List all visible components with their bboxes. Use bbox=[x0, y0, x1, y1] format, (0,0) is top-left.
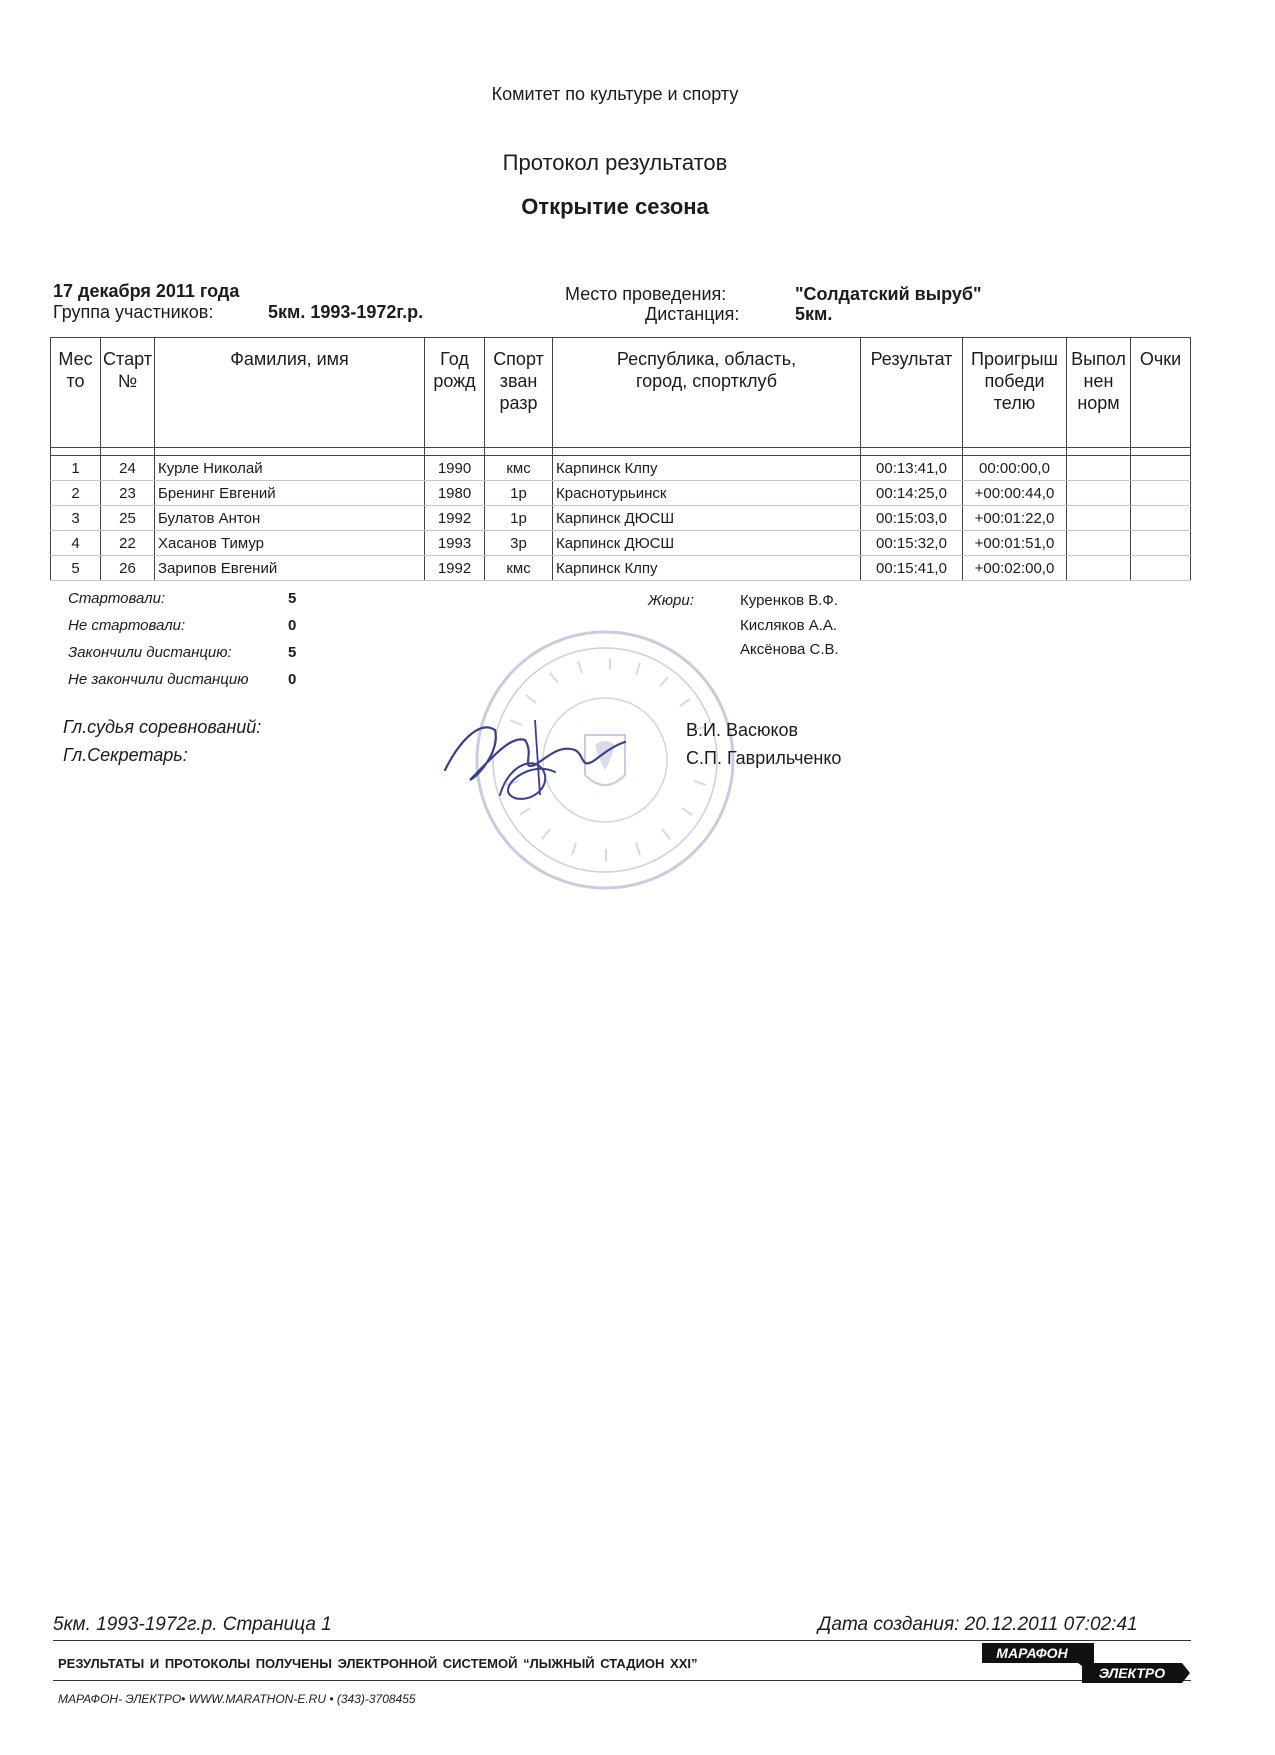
stat-not-finished-value: 0 bbox=[288, 671, 297, 688]
jury-label: Жюри: bbox=[648, 592, 694, 609]
cell-place: 4 bbox=[51, 531, 101, 556]
stat-not-finished-label: Не закончили дистанцию bbox=[68, 671, 249, 688]
cell-gap: +00:00:44,0 bbox=[963, 481, 1067, 506]
jury-member: Аксёнова С.В. bbox=[740, 641, 839, 658]
cell-club: Карпинск Клпу bbox=[553, 456, 861, 481]
cell-place: 3 bbox=[51, 506, 101, 531]
cell-bib: 23 bbox=[101, 481, 155, 506]
cell-gap: +00:01:22,0 bbox=[963, 506, 1067, 531]
cell-norm bbox=[1067, 531, 1131, 556]
cell-club: Краснотурьинск bbox=[553, 481, 861, 506]
header-result: Результат bbox=[861, 338, 963, 448]
distance-label: Дистанция: bbox=[645, 304, 740, 324]
table-row bbox=[51, 456, 1191, 481]
table-header-row bbox=[51, 338, 1191, 448]
chief-secretary-label: Гл.Секретарь: bbox=[63, 745, 188, 765]
cell-bib: 26 bbox=[101, 556, 155, 581]
footer-contact: МАРАФОН- ЭЛЕКТРО• WWW.MARATHON-E.RU • (343)-3708455 bbox=[58, 1692, 416, 1706]
chief-secretary-name: С.П. Гаврильченко bbox=[686, 748, 842, 768]
cell-year: 1993 bbox=[425, 531, 485, 556]
stat-not-started-label: Не стартовали: bbox=[68, 617, 186, 634]
cell-name: Хасанов Тимур bbox=[155, 531, 425, 556]
table-spacer bbox=[51, 448, 1191, 456]
cell-bib: 22 bbox=[101, 531, 155, 556]
header-gap: Проигрыш победи телю bbox=[963, 338, 1067, 448]
distance-value: 5км. bbox=[795, 304, 833, 324]
venue-value: "Солдатский выруб" bbox=[795, 284, 982, 304]
event-date: 17 декабря 2011 года bbox=[53, 281, 240, 301]
cell-points bbox=[1131, 506, 1191, 531]
cell-name: Зарипов Евгений bbox=[155, 556, 425, 581]
header-name: Фамилия, имя bbox=[155, 338, 425, 448]
cell-result: 00:13:41,0 bbox=[861, 456, 963, 481]
cell-place: 2 bbox=[51, 481, 101, 506]
footer-page-info: 5км. 1993-1972г.р. Страница 1 bbox=[53, 1614, 332, 1635]
cell-club: Карпинск ДЮСШ bbox=[553, 506, 861, 531]
cell-norm bbox=[1067, 456, 1131, 481]
header-year: Год рожд bbox=[425, 338, 485, 448]
jury-member: Кисляков А.А. bbox=[740, 617, 838, 634]
header-rank: Спорт зван разр bbox=[485, 338, 553, 448]
cell-result: 00:15:41,0 bbox=[861, 556, 963, 581]
cell-result: 00:15:32,0 bbox=[861, 531, 963, 556]
cell-club: Карпинск Клпу bbox=[553, 556, 861, 581]
cell-result: 00:14:25,0 bbox=[861, 481, 963, 506]
venue-label: Место проведения: bbox=[565, 284, 727, 304]
cell-gap: +00:02:00,0 bbox=[963, 556, 1067, 581]
cell-norm bbox=[1067, 556, 1131, 581]
group-value: 5км. 1993-1972г.р. bbox=[268, 302, 424, 322]
cell-rank: 3р bbox=[485, 531, 553, 556]
cell-place: 1 bbox=[51, 456, 101, 481]
cell-name: Курле Николай bbox=[155, 456, 425, 481]
cell-name: Бренинг Евгений bbox=[155, 481, 425, 506]
signature-icon bbox=[440, 700, 630, 810]
protocol-title: Протокол результатов bbox=[502, 150, 728, 175]
cell-gap: 00:00:00,0 bbox=[963, 456, 1067, 481]
logo-text-top: МАРАФОН bbox=[996, 1645, 1068, 1661]
cell-place: 5 bbox=[51, 556, 101, 581]
stat-not-started-value: 0 bbox=[288, 617, 297, 634]
cell-points bbox=[1131, 456, 1191, 481]
cell-points bbox=[1131, 481, 1191, 506]
marathon-electro-logo bbox=[982, 1641, 1192, 1685]
cell-result: 00:15:03,0 bbox=[861, 506, 963, 531]
cell-rank: кмс bbox=[485, 556, 553, 581]
header-bib: Старт № bbox=[101, 338, 155, 448]
table-row bbox=[51, 531, 1191, 556]
footer-created-date: Дата создания: 20.12.2011 07:02:41 bbox=[818, 1614, 1138, 1635]
stat-started-label: Стартовали: bbox=[68, 590, 166, 607]
footer-notice: РЕЗУЛЬТАТЫ И ПРОТОКОЛЫ ПОЛУЧЕНЫ ЭЛЕКТРОННОЙ СИСТЕМОЙ “ЛЫЖНЫЙ СТАДИОН XXI” bbox=[58, 1656, 698, 1671]
results-table bbox=[50, 337, 1191, 581]
header-points: Очки bbox=[1131, 338, 1191, 448]
header-place: Мес то bbox=[51, 338, 101, 448]
committee-title: Комитет по культуре и спорту bbox=[491, 84, 739, 104]
cell-name: Булатов Антон bbox=[155, 506, 425, 531]
stat-finished-label: Закончили дистанцию: bbox=[68, 644, 232, 661]
table-row bbox=[51, 556, 1191, 581]
cell-bib: 25 bbox=[101, 506, 155, 531]
header-norm: Выпол нен норм bbox=[1067, 338, 1131, 448]
group-label: Группа участников: bbox=[53, 302, 214, 322]
chief-judge-name: В.И. Васюков bbox=[686, 720, 799, 740]
cell-year: 1990 bbox=[425, 456, 485, 481]
cell-year: 1980 bbox=[425, 481, 485, 506]
cell-rank: 1р bbox=[485, 481, 553, 506]
cell-club: Карпинск ДЮСШ bbox=[553, 531, 861, 556]
cell-bib: 24 bbox=[101, 456, 155, 481]
stat-finished-value: 5 bbox=[288, 644, 297, 661]
table-row bbox=[51, 506, 1191, 531]
cell-norm bbox=[1067, 506, 1131, 531]
cell-norm bbox=[1067, 481, 1131, 506]
cell-rank: кмс bbox=[485, 456, 553, 481]
cell-points bbox=[1131, 556, 1191, 581]
stat-started-value: 5 bbox=[288, 590, 297, 607]
cell-year: 1992 bbox=[425, 556, 485, 581]
chief-judge-label: Гл.судья соревнований: bbox=[63, 717, 262, 737]
logo-text-bottom: ЭЛЕКТРО bbox=[1098, 1665, 1166, 1681]
cell-rank: 1р bbox=[485, 506, 553, 531]
header-club: Республика, область, город, спортклуб bbox=[553, 338, 861, 448]
cell-year: 1992 bbox=[425, 506, 485, 531]
table-row bbox=[51, 481, 1191, 506]
jury-member: Куренков В.Ф. bbox=[740, 592, 838, 609]
event-title: Открытие сезона bbox=[521, 194, 709, 219]
cell-points bbox=[1131, 531, 1191, 556]
cell-gap: +00:01:51,0 bbox=[963, 531, 1067, 556]
